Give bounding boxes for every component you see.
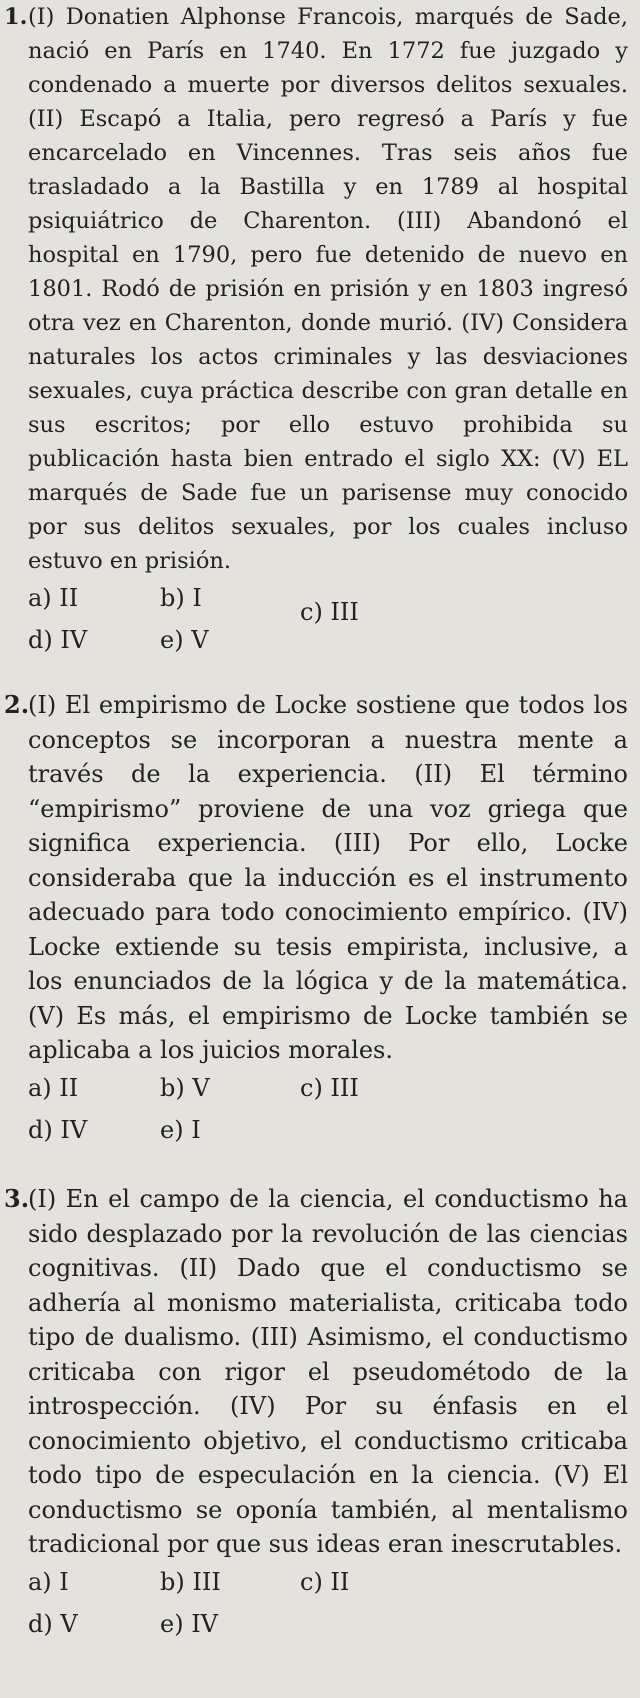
- option-c[interactable]: c) III: [300, 1073, 359, 1102]
- option-e[interactable]: e) V: [160, 626, 209, 654]
- option-e[interactable]: e) I: [160, 1115, 201, 1144]
- option-c[interactable]: c) III: [300, 598, 359, 626]
- option-b[interactable]: b) V: [160, 1073, 210, 1102]
- option-c[interactable]: c) II: [300, 1567, 350, 1596]
- question-number: 1.: [4, 4, 28, 30]
- answer-options: [28, 1562, 640, 1652]
- option-a[interactable]: a) II: [28, 584, 79, 612]
- option-a[interactable]: a) II: [28, 1073, 79, 1102]
- question-2: [0, 688, 640, 1158]
- question-1: [0, 0, 640, 668]
- option-a[interactable]: a) I: [28, 1567, 69, 1596]
- question-3: [0, 1182, 640, 1652]
- question-text: (I) Donatien Alphonse Francois, marqués de Sade, nació en París en 1740. En 1772 fue juzgado y condenado a muerte por diversos delitos sexuales. (II) Escapó a Italia, pero regresó a París y fue encarcelado en Vincennes. Tras seis años fue trasladado a la Bastilla y en 1789 al hospital psiquiátrico de Charenton. (III) Abandonó el hospital en 1790, pero fue detenido de nuevo en 1801. Rodó de prisión en prisión y en 1803 ingresó otra vez en Charenton, donde murió. (IV) Considera naturales los actos criminales y las desviaciones sexuales, cuya práctica describe con gran detalle en sus escritos; por ello estuvo prohibida su publicación hasta bien entrado el siglo XX: (V) EL marqués de Sade fue un parisense muy conocido por sus delitos sexuales, por los cuales incluso estuvo en prisión.: [28, 4, 628, 574]
- answer-options: [28, 1068, 640, 1158]
- question-number: 3.: [4, 1184, 30, 1213]
- question-text: (I) El empirismo de Locke sostiene que todos los conceptos se incorporan a nuestra mente a través de la experiencia. (II) El término “empirismo” proviene de una voz griega que significa experiencia. (III) Por ello, Locke consideraba que la inducción es el instrumento adecuado para todo conocimiento empírico. (IV) Locke extiende su tesis empirista, inclusive, a los enunciados de la lógica y de la matemática. (V) Es más, el empirismo de Locke también se aplicaba a los juicios morales.: [28, 691, 628, 1064]
- option-d[interactable]: d) V: [28, 1609, 78, 1638]
- option-b[interactable]: b) III: [160, 1567, 221, 1596]
- option-d[interactable]: d) IV: [28, 626, 88, 654]
- option-e[interactable]: e) IV: [160, 1609, 219, 1638]
- question-text: (I) En el campo de la ciencia, el conductismo ha sido desplazado por la revolución de las ciencias cognitivas. (II) Dado que el conductismo se adhería al monismo materialista, criticaba todo tipo de dualismo. (III) Asimismo, el conductismo criticaba con rigor el pseudométodo de la introspección. (IV) Por su énfasis en el conocimiento objetivo, el conductismo criticaba todo tipo de especulación en la ciencia. (V) El conductismo se oponía también, al mentalismo tradicional por que sus ideas eran inescrutables.: [28, 1185, 628, 1558]
- answer-options: [28, 578, 640, 668]
- option-d[interactable]: d) IV: [28, 1115, 88, 1144]
- option-b[interactable]: b) I: [160, 584, 202, 612]
- question-number: 2.: [4, 690, 30, 719]
